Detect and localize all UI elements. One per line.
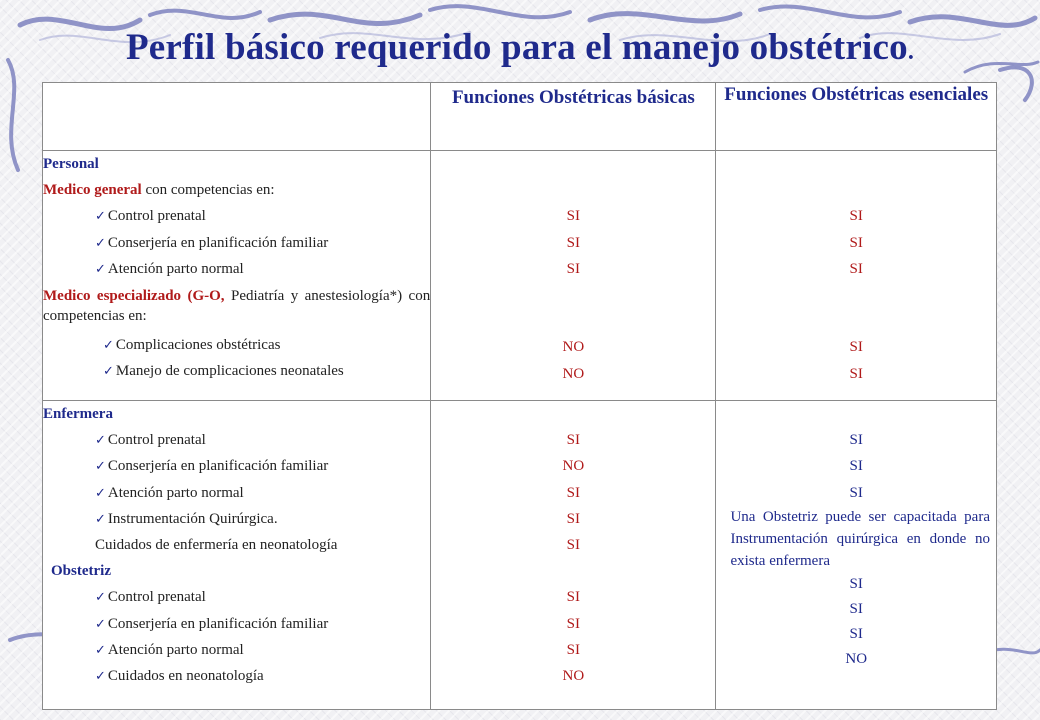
table-row-enfermera-obstetriz bbox=[43, 401, 997, 710]
value-cell: SI bbox=[566, 510, 580, 527]
value-cell: SI bbox=[566, 589, 580, 606]
list-item: ✓ Conserjería en planificación familiar bbox=[95, 234, 329, 251]
page-title: Perfil básico requerido para el manejo obstétrico. bbox=[125, 27, 915, 68]
value-cell: SI bbox=[566, 484, 580, 501]
list-item: ✓ Atención parto normal bbox=[95, 484, 244, 501]
list-item: ✓ Cuidados en neonatología bbox=[95, 667, 264, 684]
value-cell: NO bbox=[562, 458, 585, 475]
value-cell: NO bbox=[562, 667, 585, 684]
checkmark-icon: ✓ bbox=[95, 642, 106, 658]
checkmark-icon: ✓ bbox=[95, 668, 106, 684]
enfermera-obstetriz-cell bbox=[43, 401, 431, 710]
value-cell: SI bbox=[566, 641, 580, 658]
profile-table bbox=[42, 82, 997, 710]
value-cell: SI bbox=[566, 432, 580, 449]
checkmark-icon: ✓ bbox=[95, 616, 106, 632]
header-row bbox=[43, 83, 997, 151]
checkmark-icon: ✓ bbox=[95, 209, 106, 225]
value-cell: SI bbox=[849, 339, 863, 356]
medicos-cell bbox=[43, 151, 431, 401]
medico-general-line: Medico general con competencias en: bbox=[43, 182, 275, 199]
label-enfermera: Enfermera bbox=[43, 406, 113, 422]
value-cell: NO bbox=[845, 650, 868, 667]
value-cell: SI bbox=[849, 625, 863, 642]
list-item: ✓ Conserjería en planificación familiar bbox=[95, 458, 329, 475]
value-cell: SI bbox=[566, 536, 580, 553]
value-cell: SI bbox=[849, 234, 863, 251]
basicas-cell-1 bbox=[431, 151, 716, 401]
checkmark-icon: ✓ bbox=[95, 485, 106, 501]
list-item: ✓ Conserjería en planificación familiar bbox=[95, 615, 329, 632]
checkmark-icon: ✓ bbox=[103, 364, 114, 380]
value-cell: SI bbox=[849, 260, 863, 277]
value-cell: NO bbox=[562, 339, 585, 356]
medico-especializado-line: Medico especializado (G-O, Pediatría y anestesiología*) con competencias en: bbox=[43, 287, 431, 324]
value-cell: SI bbox=[566, 234, 580, 251]
table-row-medicos bbox=[43, 151, 997, 401]
value-cell: SI bbox=[849, 575, 863, 592]
list-item: ✓ Atención parto normal bbox=[95, 260, 244, 277]
list-item: ✓ Control prenatal bbox=[95, 208, 206, 225]
header-esenciales: Funciones Obstétricas esenciales bbox=[716, 83, 997, 151]
list-item: Cuidados de enfermería en neonatología bbox=[95, 536, 338, 553]
header-basicas: Funciones Obstétricas básicas bbox=[431, 83, 716, 151]
esenciales-cell-1 bbox=[716, 151, 997, 401]
checkmark-icon: ✓ bbox=[95, 459, 106, 475]
label-personal: Personal bbox=[43, 156, 99, 172]
list-item: ✓ Atención parto normal bbox=[95, 641, 244, 658]
value-cell: SI bbox=[849, 458, 863, 475]
value-cell: SI bbox=[849, 600, 863, 617]
list-item: ✓ Complicaciones obstétricas bbox=[103, 336, 281, 353]
checkmark-icon: ✓ bbox=[95, 261, 106, 277]
list-item: ✓ Control prenatal bbox=[95, 432, 206, 449]
value-cell: SI bbox=[849, 208, 863, 225]
esenciales-cell-2 bbox=[716, 401, 997, 710]
value-cell: SI bbox=[849, 365, 863, 382]
header-blank bbox=[43, 83, 431, 151]
checkmark-icon: ✓ bbox=[103, 337, 114, 353]
value-cell: NO bbox=[562, 365, 585, 382]
value-cell: SI bbox=[566, 260, 580, 277]
checkmark-icon: ✓ bbox=[95, 433, 106, 449]
obstetriz-note: Una Obstetriz puede ser capacitada para Instrumentación quirúrgica en donde no exista enfermera bbox=[730, 508, 990, 569]
value-cell: SI bbox=[566, 208, 580, 225]
checkmark-icon: ✓ bbox=[95, 511, 106, 527]
label-obstetriz: Obstetriz bbox=[51, 563, 111, 580]
list-item: ✓ Control prenatal bbox=[95, 589, 206, 606]
value-cell: SI bbox=[849, 432, 863, 449]
checkmark-icon: ✓ bbox=[95, 235, 106, 251]
value-cell: SI bbox=[849, 484, 863, 501]
list-item: ✓ Manejo de complicaciones neonatales bbox=[103, 363, 344, 380]
list-item: ✓ Instrumentación Quirúrgica. bbox=[95, 510, 278, 527]
checkmark-icon: ✓ bbox=[95, 590, 106, 606]
value-cell: SI bbox=[566, 615, 580, 632]
basicas-cell-2 bbox=[431, 401, 716, 710]
